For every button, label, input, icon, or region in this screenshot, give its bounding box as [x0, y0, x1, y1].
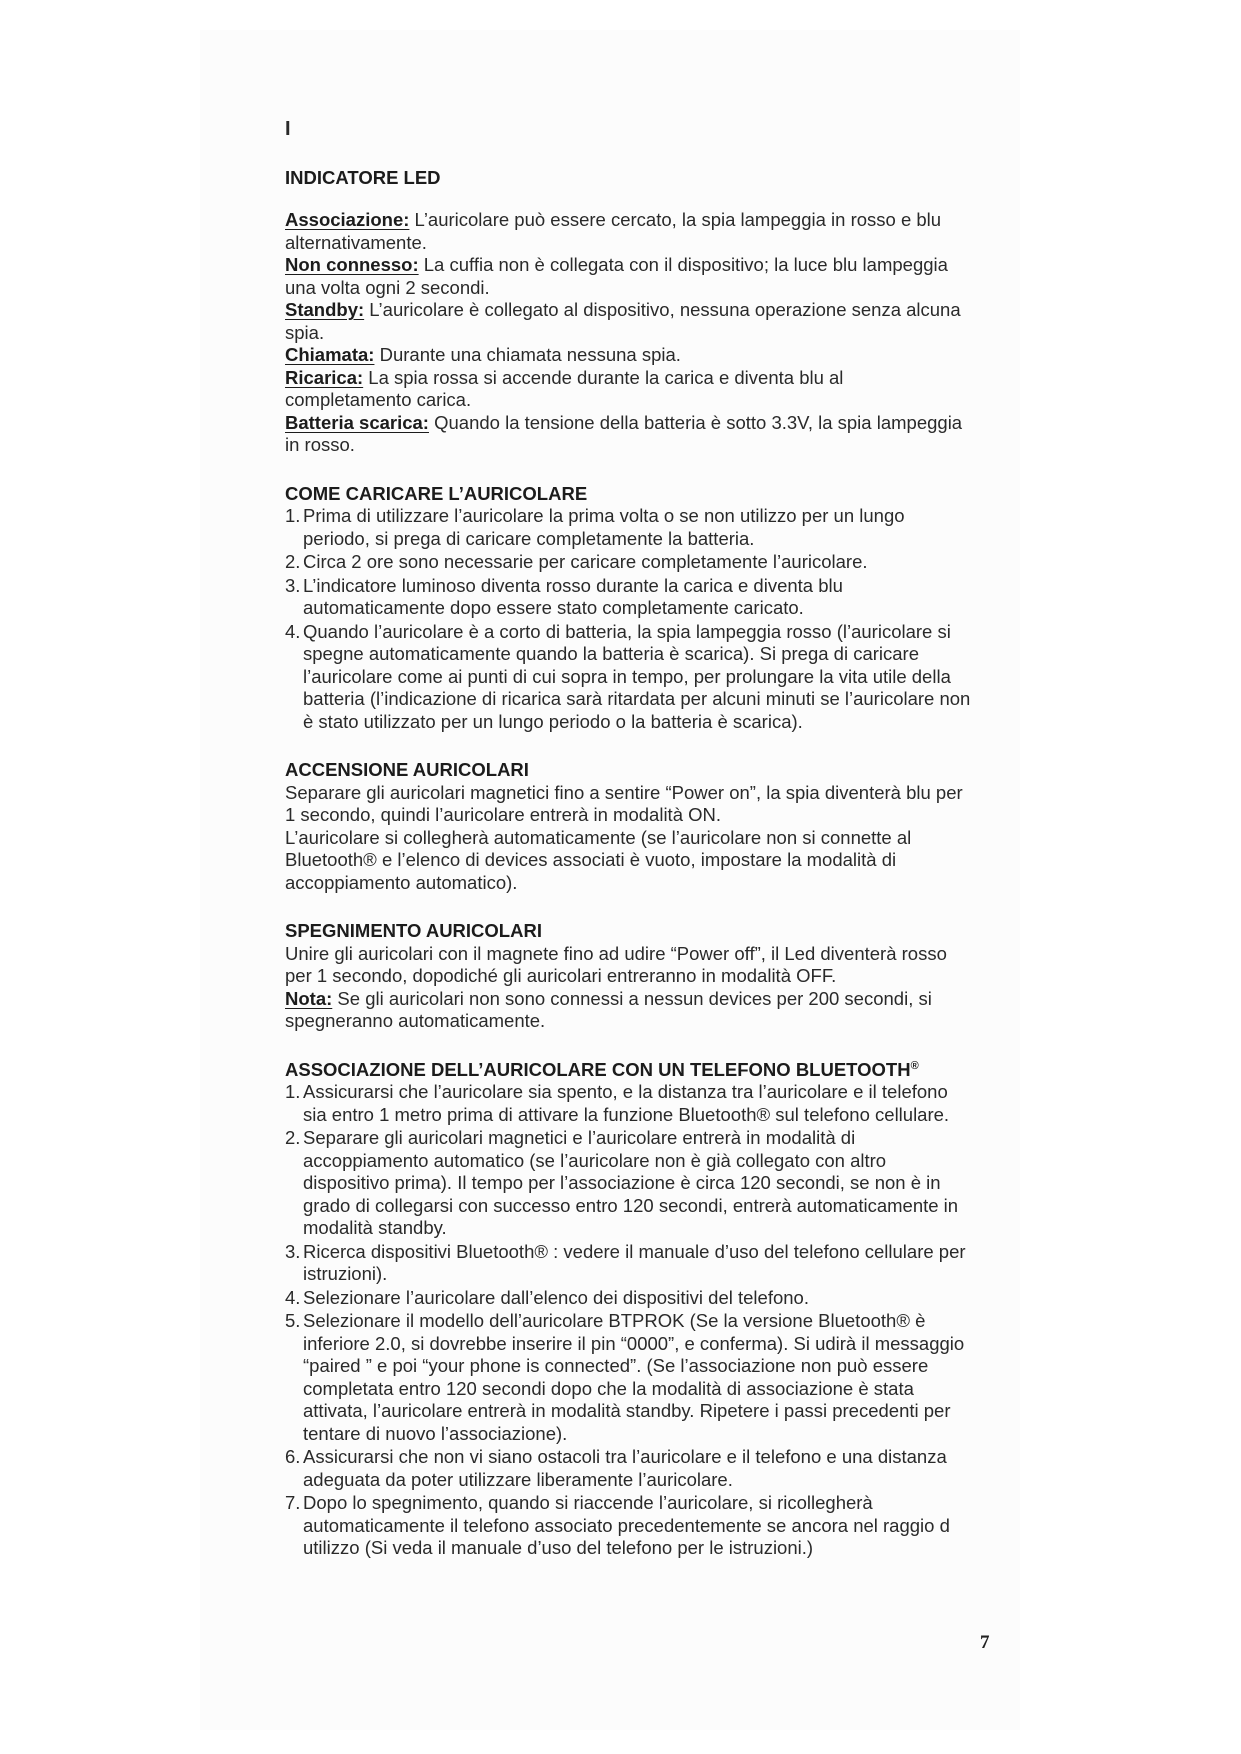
power-on-paragraph: L’auricolare si collegherà automaticamente (se l’auricolare non si connette al Bluetooth® e l’elenco di devices associati è vuoto, impostare la modalità di accoppiamento automatico). [285, 826, 912, 893]
list-item-number: 3. [285, 574, 301, 596]
list-item-text: Circa 2 ore sono necessarie per caricare completamente l’auricolare. [303, 551, 868, 572]
list-item [285, 1127, 975, 1240]
list-item-text: Assicurarsi che non vi siano ostacoli tra l’auricolare e il telefono e una distanza adeguata da poter utilizzare liberamente l’auricolare. [303, 1446, 947, 1490]
section-power-on [285, 759, 975, 894]
note-label: Nota: [285, 987, 333, 1009]
led-item-call [285, 344, 975, 367]
power-on-paragraph: Separare gli auricolari magnetici fino a sentire “Power on”, la spia diventerà blu per 1 secondo, quindi l’auricolare entrerà in modalità ON. [285, 781, 963, 825]
list-item-number: 1. [285, 1081, 301, 1102]
section-led-indicator [285, 167, 975, 457]
led-label: Batteria scarica: [285, 411, 429, 433]
list-item [285, 551, 975, 574]
section-power-off [285, 920, 975, 1033]
document-content [285, 118, 975, 1586]
list-item [285, 1310, 975, 1445]
list-item-text: Selezionare il modello dell’auricolare BTPROK (Se la versione Bluetooth® è inferiore 2.0, si dovrebbe inserire il pin “0000”, e conferma). Si udirà il messaggio “paired ” e poi “your phone is connected”. (Se l’associazione non può essere completata entro 120 secondi dopo che la modalità di associazione è stata attivata, l’auricolare entrerà in modalità standby. Ripetere i passi precedenti per tentare di nuovo l’associazione). [303, 1310, 965, 1444]
led-section-title: INDICATORE LED [285, 166, 441, 188]
list-item [285, 575, 975, 620]
list-item [285, 1241, 975, 1286]
power-off-note [285, 988, 975, 1033]
led-text: Quando la tensione della batteria è sotto 3.3V, la spia lampeggia in rosso. [285, 411, 963, 455]
section-charging [285, 483, 975, 734]
charging-section-title: COME CARICARE L’AURICOLARE [285, 482, 588, 504]
list-item-text: Dopo lo spegnimento, quando si riaccende l’auricolare, si ricollegherà automaticamente il telefono associato precedentemente se ancora nel raggio d utilizzo (Si veda il manuale d’uso del telefono per le istruzioni.) [303, 1492, 950, 1558]
led-text: La spia rossa si accende durante la carica e diventa blu al completamento carica. [285, 366, 844, 410]
pairing-steps-list [285, 1081, 975, 1560]
led-label: Standby: [285, 299, 365, 320]
pairing-title-text: ASSOCIAZIONE DELL’AURICOLARE CON UN TELEFONO BLUETOOTH [285, 1058, 911, 1080]
list-item-number: 4. [285, 1286, 301, 1308]
list-item-text: Ricerca dispositivi Bluetooth® : vedere il manuale d’uso del telefono cellulare per istruzioni). [303, 1240, 966, 1284]
led-text: Durante una chiamata nessuna spia. [374, 344, 681, 365]
list-item-number: 7. [285, 1492, 301, 1513]
list-item-text: Selezionare l’auricolare dall’elenco dei dispositivi del telefono. [303, 1286, 809, 1308]
list-item [285, 505, 975, 550]
pairing-section-title [285, 1059, 975, 1082]
led-text: L’auricolare può essere cercato, la spia lampeggia in rosso e blu alternativamente. [285, 209, 942, 253]
page-number: 7 [980, 1632, 990, 1653]
charging-steps-list [285, 505, 975, 733]
note-text: Se gli auricolari non sono connessi a nessun devices per 200 secondi, si spegneranno automaticamente. [285, 987, 932, 1031]
led-text: L’auricolare è collegato al dispositivo, nessuna operazione senza alcuna spia. [285, 299, 961, 343]
power-off-section-title: SPEGNIMENTO AURICOLARI [285, 920, 542, 941]
power-off-paragraph: Unire gli auricolari con il magnete fino ad udire “Power off”, il Led diventerà rosso per 1 secondo, dopodiché gli auricolari entreranno in modalità OFF. [285, 942, 947, 986]
list-item [285, 1081, 975, 1126]
list-item-number: 6. [285, 1446, 301, 1467]
led-item-standby [285, 299, 975, 344]
list-item [285, 621, 975, 734]
led-item-low-battery [285, 412, 975, 457]
led-item-charging [285, 367, 975, 412]
list-item [285, 1492, 975, 1560]
list-item-number: 2. [285, 1127, 301, 1148]
led-label: Associazione: [285, 209, 410, 230]
list-item-text: Assicurarsi che l’auricolare sia spento, e la distanza tra l’auricolare e il telefono sia entro 1 metro prima di attivare la funzione Bluetooth® sul telefono cellulare. [303, 1081, 950, 1125]
list-item-number: 3. [285, 1240, 301, 1262]
list-item-number: 1. [285, 505, 301, 526]
registered-mark: ® [910, 1059, 919, 1072]
led-label: Non connesso: [285, 254, 419, 275]
list-item-text: Separare gli auricolari magnetici e l’auricolare entrerà in modalità di accoppiamento automatico (se l’auricolare non è già collegato con altro dispositivo prima). Il tempo per l’associazione è circa 120 secondi, se non è in grado di collegarsi con successo entro 120 secondi, entrerà automaticamente in modalità standby. [303, 1127, 959, 1238]
led-label: Chiamata: [285, 344, 375, 365]
power-on-section-title: ACCENSIONE AURICOLARI [285, 759, 529, 780]
list-item [285, 1446, 975, 1491]
list-item-number: 2. [285, 551, 301, 572]
list-item [285, 1287, 975, 1310]
list-item-text: Prima di utilizzare l’auricolare la prima volta o se non utilizzo per un lungo periodo, si prega di caricare completamente la batteria. [303, 505, 905, 549]
list-item-number: 5. [285, 1310, 301, 1331]
led-label: Ricarica: [285, 366, 364, 388]
section-pairing [285, 1059, 975, 1560]
list-item-text: L’indicatore luminoso diventa rosso durante la carica e diventa blu automaticamente dopo essere stato completamente caricato. [303, 574, 843, 618]
list-item-text: Quando l’auricolare è a corto di batteria, la spia lampeggia rosso (l’auricolare si spegne automaticamente quando la batteria è scarica). Si prega di caricare l’auricolare come ai punti di cui sopra in tempo, per prolungare la vita utile della batteria (l’indicazione di ricarica sarà ritardata per alcuni minuti se l’auricolare non è stato utilizzato per un lungo periodo o la batteria è scarica). [303, 620, 971, 732]
language-marker: I [285, 118, 291, 140]
led-text: La cuffia non è collegata con il dispositivo; la luce blu lampeggia una volta ogni 2 secondi. [285, 254, 948, 298]
list-item-number: 4. [285, 620, 301, 642]
led-item-not-connected [285, 254, 975, 299]
led-item-association [285, 209, 975, 254]
